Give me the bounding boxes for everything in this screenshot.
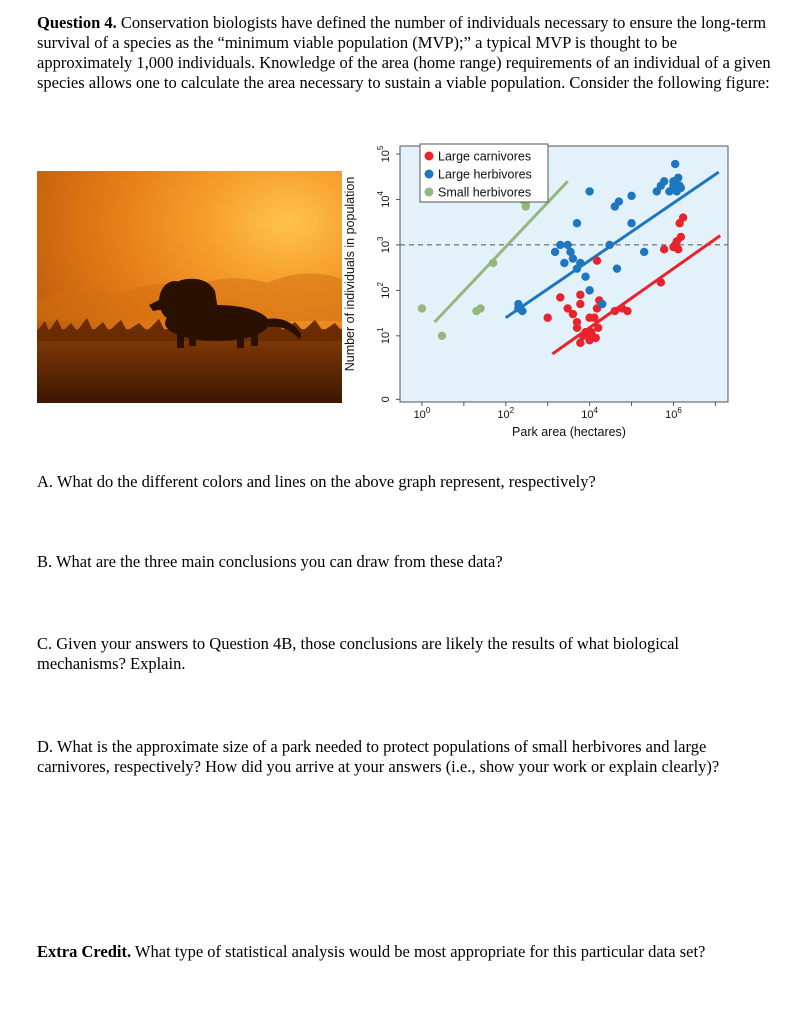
legend-marker — [425, 152, 434, 161]
data-point-1 — [581, 272, 589, 280]
data-point-1 — [551, 248, 559, 256]
question-text: Conservation biologists have defined the number of individuals necessary to ensure the long-term survival of a species as the “minimum viable population (MVP);” a typical MVP is thought to be approximately 1,000 individuals. Knowledge of the area (home range) requirements of an individual of a given species allows one to calculate the area necessary to sustain a viable population. Consider the following figure: — [37, 13, 771, 92]
y-tick-label: $10^2$ — [376, 282, 392, 299]
data-point-0 — [677, 233, 685, 241]
data-point-2 — [489, 259, 497, 267]
data-point-1 — [660, 177, 668, 185]
data-point-0 — [573, 318, 581, 326]
data-point-1 — [677, 184, 685, 192]
data-point-0 — [611, 307, 619, 315]
question-d: D. What is the approximate size of a park needed to protect populations of small herbivores and large carnivores, respectively? How did you arrive at your answers (i.e., show your work or explain clearly)? — [37, 737, 720, 776]
data-point-1 — [671, 160, 679, 168]
y-tick-label: $10^1$ — [376, 327, 392, 345]
data-point-1 — [674, 174, 682, 182]
data-point-0 — [657, 278, 665, 286]
x-tick-label: $10^4$ — [581, 406, 598, 421]
x-tick-label: $10^2$ — [497, 406, 515, 421]
legend-label: Large herbivores — [438, 167, 532, 182]
y-tick-label: $10^4$ — [376, 191, 392, 208]
x-tick-label: $10^6$ — [665, 406, 682, 421]
data-point-0 — [674, 245, 682, 253]
data-point-0 — [576, 291, 584, 299]
extra-credit-label: Extra Credit. — [37, 942, 132, 961]
data-point-0 — [594, 324, 602, 332]
question-4-intro — [37, 13, 772, 93]
data-point-0 — [576, 300, 584, 308]
x-tick-label: $10^0$ — [413, 406, 431, 421]
data-point-1 — [640, 248, 648, 256]
data-point-2 — [438, 332, 446, 340]
data-point-1 — [585, 286, 593, 294]
data-point-1 — [514, 300, 522, 308]
extra-credit — [37, 942, 772, 962]
lion-sunset-photo — [37, 171, 342, 403]
data-point-0 — [543, 314, 551, 322]
question-a: A. What do the different colors and lines on the above graph represent, respectively? — [37, 472, 596, 491]
data-point-2 — [418, 304, 426, 312]
y-tick-label: $10^5$ — [376, 145, 392, 163]
data-point-0 — [590, 314, 598, 322]
data-point-1 — [627, 192, 635, 200]
data-point-1 — [518, 307, 526, 315]
data-point-1 — [576, 259, 584, 267]
data-point-1 — [569, 254, 577, 262]
legend-marker — [425, 188, 434, 197]
data-point-0 — [660, 245, 668, 253]
question-label: Question 4. — [37, 13, 117, 32]
question-c: C. Given your answers to Question 4B, those conclusions are likely the results of what biological mechanisms? Explain. — [37, 634, 680, 673]
data-point-2 — [476, 304, 484, 312]
data-point-1 — [560, 259, 568, 267]
data-point-0 — [593, 256, 601, 264]
legend-label: Small herbivores — [438, 185, 532, 200]
data-point-0 — [679, 213, 687, 221]
y-tick-label: $10^3$ — [376, 236, 392, 254]
y-tick-label: 0 — [379, 396, 392, 403]
data-point-1 — [573, 219, 581, 227]
question-b: B. What are the three main conclusions you can draw from these data? — [37, 552, 503, 571]
mvp-scatter-chart — [340, 140, 730, 450]
data-point-0 — [556, 293, 564, 301]
data-point-1 — [598, 300, 606, 308]
data-point-0 — [569, 310, 577, 318]
legend-marker — [425, 170, 434, 179]
data-point-1 — [615, 197, 623, 205]
data-point-0 — [592, 334, 600, 342]
data-point-1 — [585, 187, 593, 195]
legend-label: Large carnivores — [438, 149, 532, 164]
extra-credit-text: What type of statistical analysis would be most appropriate for this particular data set? — [131, 942, 706, 961]
data-point-1 — [605, 241, 613, 249]
data-point-1 — [556, 241, 564, 249]
y-axis-label: Number of individuals in population — [343, 176, 357, 372]
data-point-0 — [623, 307, 631, 315]
data-point-1 — [627, 219, 635, 227]
data-point-1 — [613, 264, 621, 272]
x-axis-label: Park area (hectares) — [512, 425, 626, 439]
